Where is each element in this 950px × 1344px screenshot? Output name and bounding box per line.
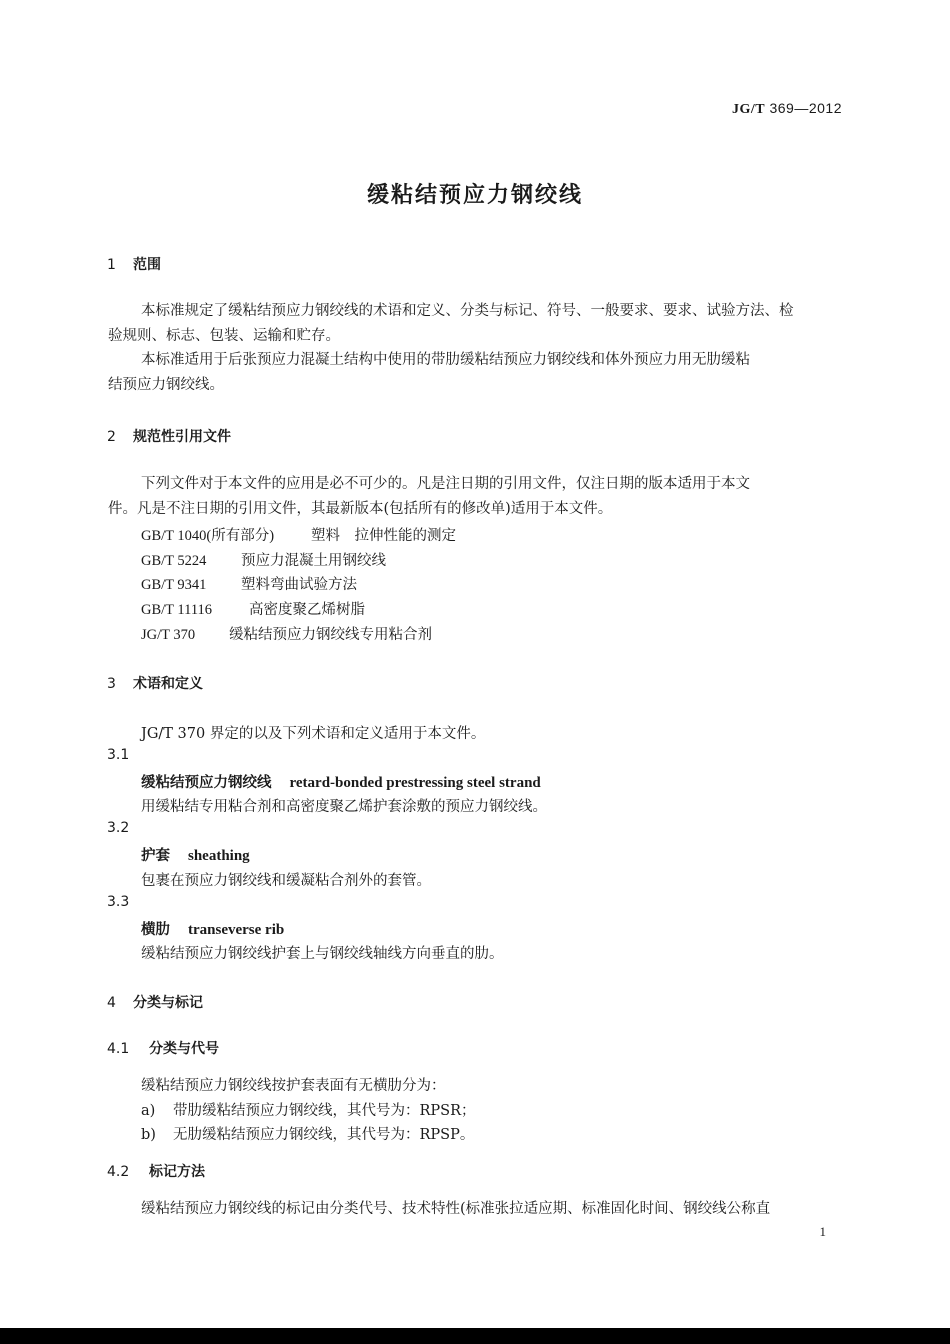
subsection-number: 4.1 bbox=[107, 1041, 130, 1057]
reference-item bbox=[141, 549, 386, 570]
subsection-4-1-heading bbox=[107, 1038, 219, 1058]
reference-code: GB/T 9341 bbox=[141, 577, 207, 593]
list-marker: a) bbox=[141, 1103, 156, 1119]
term-entry bbox=[141, 771, 541, 792]
paragraph-line: 本标准规定了缓粘结预应力钢绞线的术语和定义、分类与标记、符号、一般要求、要求、试验方法、检 bbox=[141, 303, 794, 319]
paragraph-line: 结预应力钢绞线。 bbox=[108, 376, 224, 393]
reference-code: GB/T 1040(所有部分) bbox=[141, 528, 275, 544]
reference-item bbox=[141, 573, 357, 594]
section-2-heading bbox=[107, 426, 231, 446]
paragraph-line: 验规则、标志、包装、运输和贮存。 bbox=[108, 327, 340, 344]
section-number: 4 bbox=[107, 995, 116, 1011]
page-number: 1 bbox=[819, 1224, 826, 1239]
section-3-heading bbox=[107, 673, 203, 693]
subsection-number: 4.2 bbox=[107, 1164, 130, 1180]
section-1-heading bbox=[107, 254, 161, 274]
section-number: 3 bbox=[107, 676, 116, 692]
list-marker: b) bbox=[141, 1127, 156, 1143]
term-definition: 包裹在预应力钢绞线和缓凝粘合剂外的套管。 bbox=[141, 873, 431, 889]
reference-item bbox=[141, 524, 456, 545]
paragraph-line: 缓粘结预应力钢绞线的标记由分类代号、技术特性(标准张拉适应期、标准固化时间、钢绞线公称直 bbox=[141, 1201, 771, 1217]
classification-intro: 缓粘结预应力钢绞线按护套表面有无横肋分为： bbox=[141, 1078, 446, 1094]
reference-code: GB/T 11116 bbox=[141, 602, 213, 618]
scope-paragraph-2 bbox=[108, 348, 844, 397]
term-entry bbox=[141, 844, 250, 865]
references-paragraph bbox=[108, 472, 844, 521]
document-title: 缓粘结预应力钢绞线 bbox=[366, 183, 583, 208]
section-4-heading bbox=[107, 992, 203, 1012]
term-definition: 用缓粘结专用粘合剂和高密度聚乙烯护套涂敷的预应力钢绞线。 bbox=[141, 799, 547, 815]
reference-name: 预应力混凝土用钢绞线 bbox=[241, 553, 386, 569]
section-number: 2 bbox=[107, 429, 116, 445]
list-item bbox=[141, 1123, 474, 1144]
standard-code bbox=[732, 100, 842, 118]
list-item bbox=[141, 1099, 476, 1120]
bottom-bar bbox=[0, 1328, 950, 1344]
term-number: 3.1 bbox=[107, 747, 130, 763]
paragraph-line: 本标准适用于后张预应力混凝土结构中使用的带肋缓粘结预应力钢绞线和体外预应力用无肋缓粘 bbox=[141, 352, 750, 368]
reference-code: GB/T 5224 bbox=[141, 553, 207, 569]
term-chinese: 缓粘结预应力钢绞线 bbox=[141, 775, 272, 791]
term-english: retard-bonded prestressing steel strand bbox=[289, 775, 541, 791]
term-number: 3.3 bbox=[107, 894, 130, 910]
section-title: 范围 bbox=[133, 257, 161, 273]
reference-name: 塑料弯曲试验方法 bbox=[241, 577, 357, 593]
reference-item bbox=[141, 598, 365, 619]
reference-code: JG/T 370 bbox=[141, 627, 196, 643]
terms-intro: JG/T 370 界定的以及下列术语和定义适用于本文件。 bbox=[141, 726, 486, 742]
term-number: 3.2 bbox=[107, 820, 130, 836]
section-number: 1 bbox=[107, 257, 116, 273]
standard-prefix: JG/T bbox=[731, 102, 766, 117]
section-title: 规范性引用文件 bbox=[133, 429, 231, 445]
marking-paragraph bbox=[108, 1197, 844, 1222]
term-english: sheathing bbox=[188, 848, 250, 864]
reference-name: 塑料 拉伸性能的测定 bbox=[311, 528, 456, 544]
reference-name: 高密度聚乙烯树脂 bbox=[249, 602, 365, 618]
paragraph-line: 件。凡是不注日期的引用文件，其最新版本(包括所有的修改单)适用于本文件。 bbox=[108, 500, 613, 517]
term-chinese: 护套 bbox=[141, 848, 170, 864]
subsection-title: 分类与代号 bbox=[149, 1041, 219, 1057]
section-title: 术语和定义 bbox=[133, 676, 203, 692]
reference-item bbox=[141, 623, 432, 644]
reference-name: 缓粘结预应力钢绞线专用粘合剂 bbox=[229, 627, 432, 643]
term-chinese: 横肋 bbox=[141, 922, 170, 938]
term-entry bbox=[141, 918, 284, 939]
term-definition: 缓粘结预应力钢绞线护套上与钢绞线轴线方向垂直的肋。 bbox=[141, 946, 504, 962]
subsection-title: 标记方法 bbox=[149, 1164, 205, 1180]
section-title: 分类与标记 bbox=[133, 995, 203, 1011]
list-text: 带肋缓粘结预应力钢绞线，其代号为：RPSR； bbox=[173, 1103, 476, 1119]
paragraph-line: 下列文件对于本文件的应用是必不可少的。凡是注日期的引用文件，仅注日期的版本适用于本文 bbox=[141, 476, 750, 492]
list-text: 无肋缓粘结预应力钢绞线，其代号为：RPSP。 bbox=[173, 1127, 475, 1143]
standard-number: 369—2012 bbox=[769, 100, 842, 116]
scope-paragraph-1 bbox=[108, 299, 844, 348]
subsection-4-2-heading bbox=[107, 1161, 205, 1181]
term-english: transeverse rib bbox=[188, 922, 285, 938]
